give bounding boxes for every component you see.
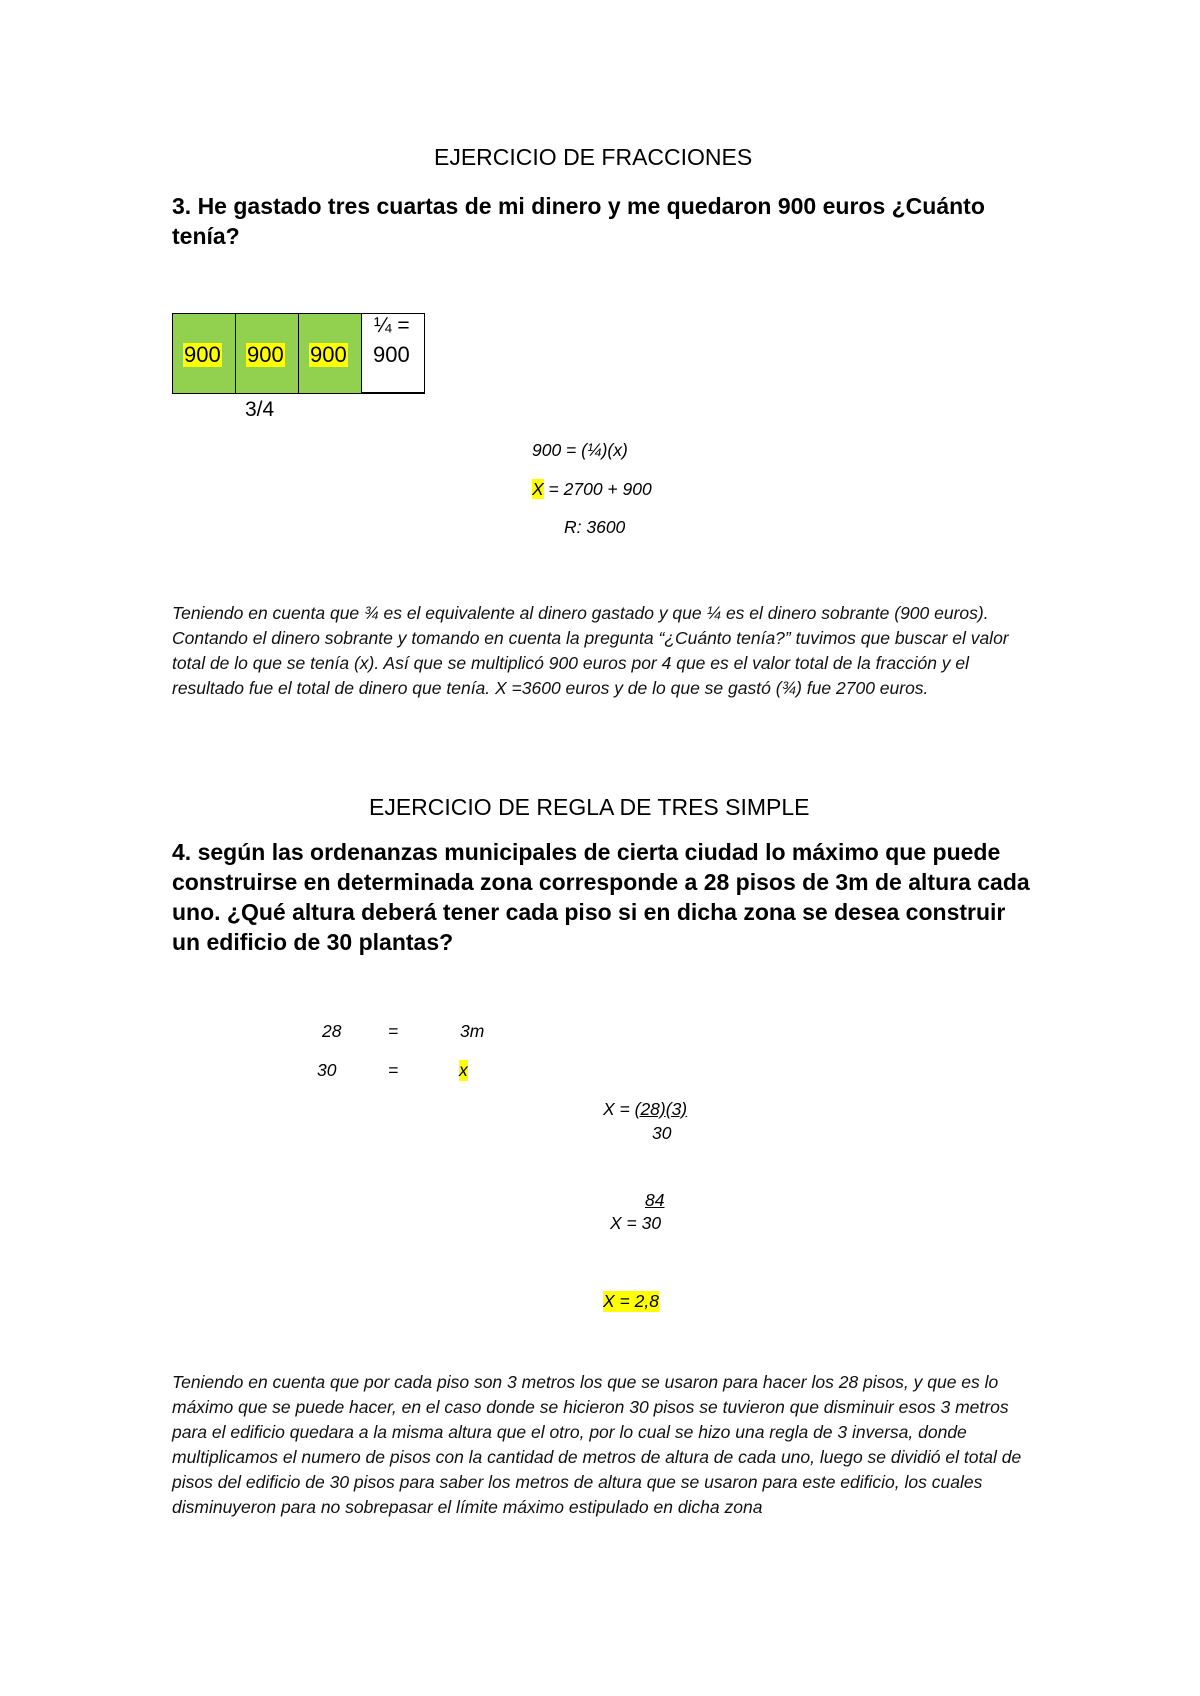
section1-title: EJERCICIO DE FRACCIONES	[434, 144, 753, 170]
diagram-caption: 3/4	[245, 398, 275, 421]
section2-question: 4. según las ordenanzas municipales de cierta ciudad lo máximo que puede construirse en determinada zona corresponde a 28 pisos de 3m de altura cada uno. ¿Qué altura deberá tener cada piso si en dicha zona se desea construir un edificio de 30 plantas?	[172, 839, 1030, 955]
proportion-row2-left: 30	[317, 1060, 337, 1080]
diagram-cell-4-line2: 900	[373, 342, 410, 367]
diagram-cell-2-value: 900	[247, 342, 284, 367]
diagram-cell-3-value: 900	[310, 342, 347, 367]
section2-title: EJERCICIO DE REGLA DE TRES SIMPLE	[369, 794, 810, 820]
final-answer: X = 2,8	[603, 1291, 659, 1311]
fraction-1-prefix: X =	[603, 1099, 635, 1119]
equation-2-variable: X	[532, 479, 544, 499]
proportion-row2-right: x	[459, 1060, 468, 1080]
fraction-2-line: X = 30	[610, 1213, 662, 1233]
section1-question-line2: tenía?	[172, 223, 240, 249]
fraction-1-denominator: 30	[652, 1123, 672, 1143]
fraction-1-numerator: (28)(3)	[634, 1099, 688, 1119]
diagram-cell-1-value: 900	[184, 342, 221, 367]
proportion-row1-right: 3m	[460, 1021, 485, 1041]
section2-explanation: Teniendo en cuenta que por cada piso son 3 metros los que se usaron para hacer los 28 pisos, y que es lo máximo que se puede hacer, en el caso donde se hicieron 30 pisos se tuvieron que disminuir esos 3 metros para el edificio quedara a la misma altura que el otro, por lo cual se hizo una regla de 3 inversa, donde multiplicamos el numero de pisos con la cantidad de metros de altura de cada uno, luego se dividió el total de pisos del edificio de 30 pisos para saber los metros de altura que se usaron para este edificio, los cuales disminuyeron para no sobrepasar el límite máximo estipulado en dicha zona	[172, 1372, 1022, 1517]
diagram-bottom-line	[361, 392, 425, 394]
section1-question-line1: 3. He gastado tres cuartas de mi dinero y me quedaron 900 euros ¿Cuánto	[172, 193, 985, 219]
diagram-cell-4-line1: ¼ =	[374, 314, 410, 337]
proportion-row2-eq: =	[388, 1060, 399, 1080]
section1-explanation: Teniendo en cuenta que ¾ es el equivalente al dinero gastado y que ¼ es el dinero sobrante (900 euros). Contando el dinero sobrante y tomando en cuenta la pregunta “¿Cuánto tenía?” tuvimos que buscar el valor total de lo que se tenía (x). Así que se multiplicó 900 euros por 4 que es el valor total de la fracción y el resultado fue el total de dinero que tenía. X =3600 euros y de lo que se gastó (¾) fue 2700 euros.	[172, 603, 1009, 698]
equation-2-rest: = 2700 + 900	[543, 479, 652, 499]
result-1: R: 3600	[564, 517, 626, 537]
proportion-row1-left: 28	[322, 1021, 342, 1041]
proportion-row1-eq: =	[388, 1021, 399, 1041]
equation-2	[532, 479, 652, 500]
fraction-2-numerator: 84	[645, 1190, 665, 1210]
fraction-1	[603, 1099, 687, 1120]
equation-1: 900 = (¼)(x)	[532, 440, 628, 460]
